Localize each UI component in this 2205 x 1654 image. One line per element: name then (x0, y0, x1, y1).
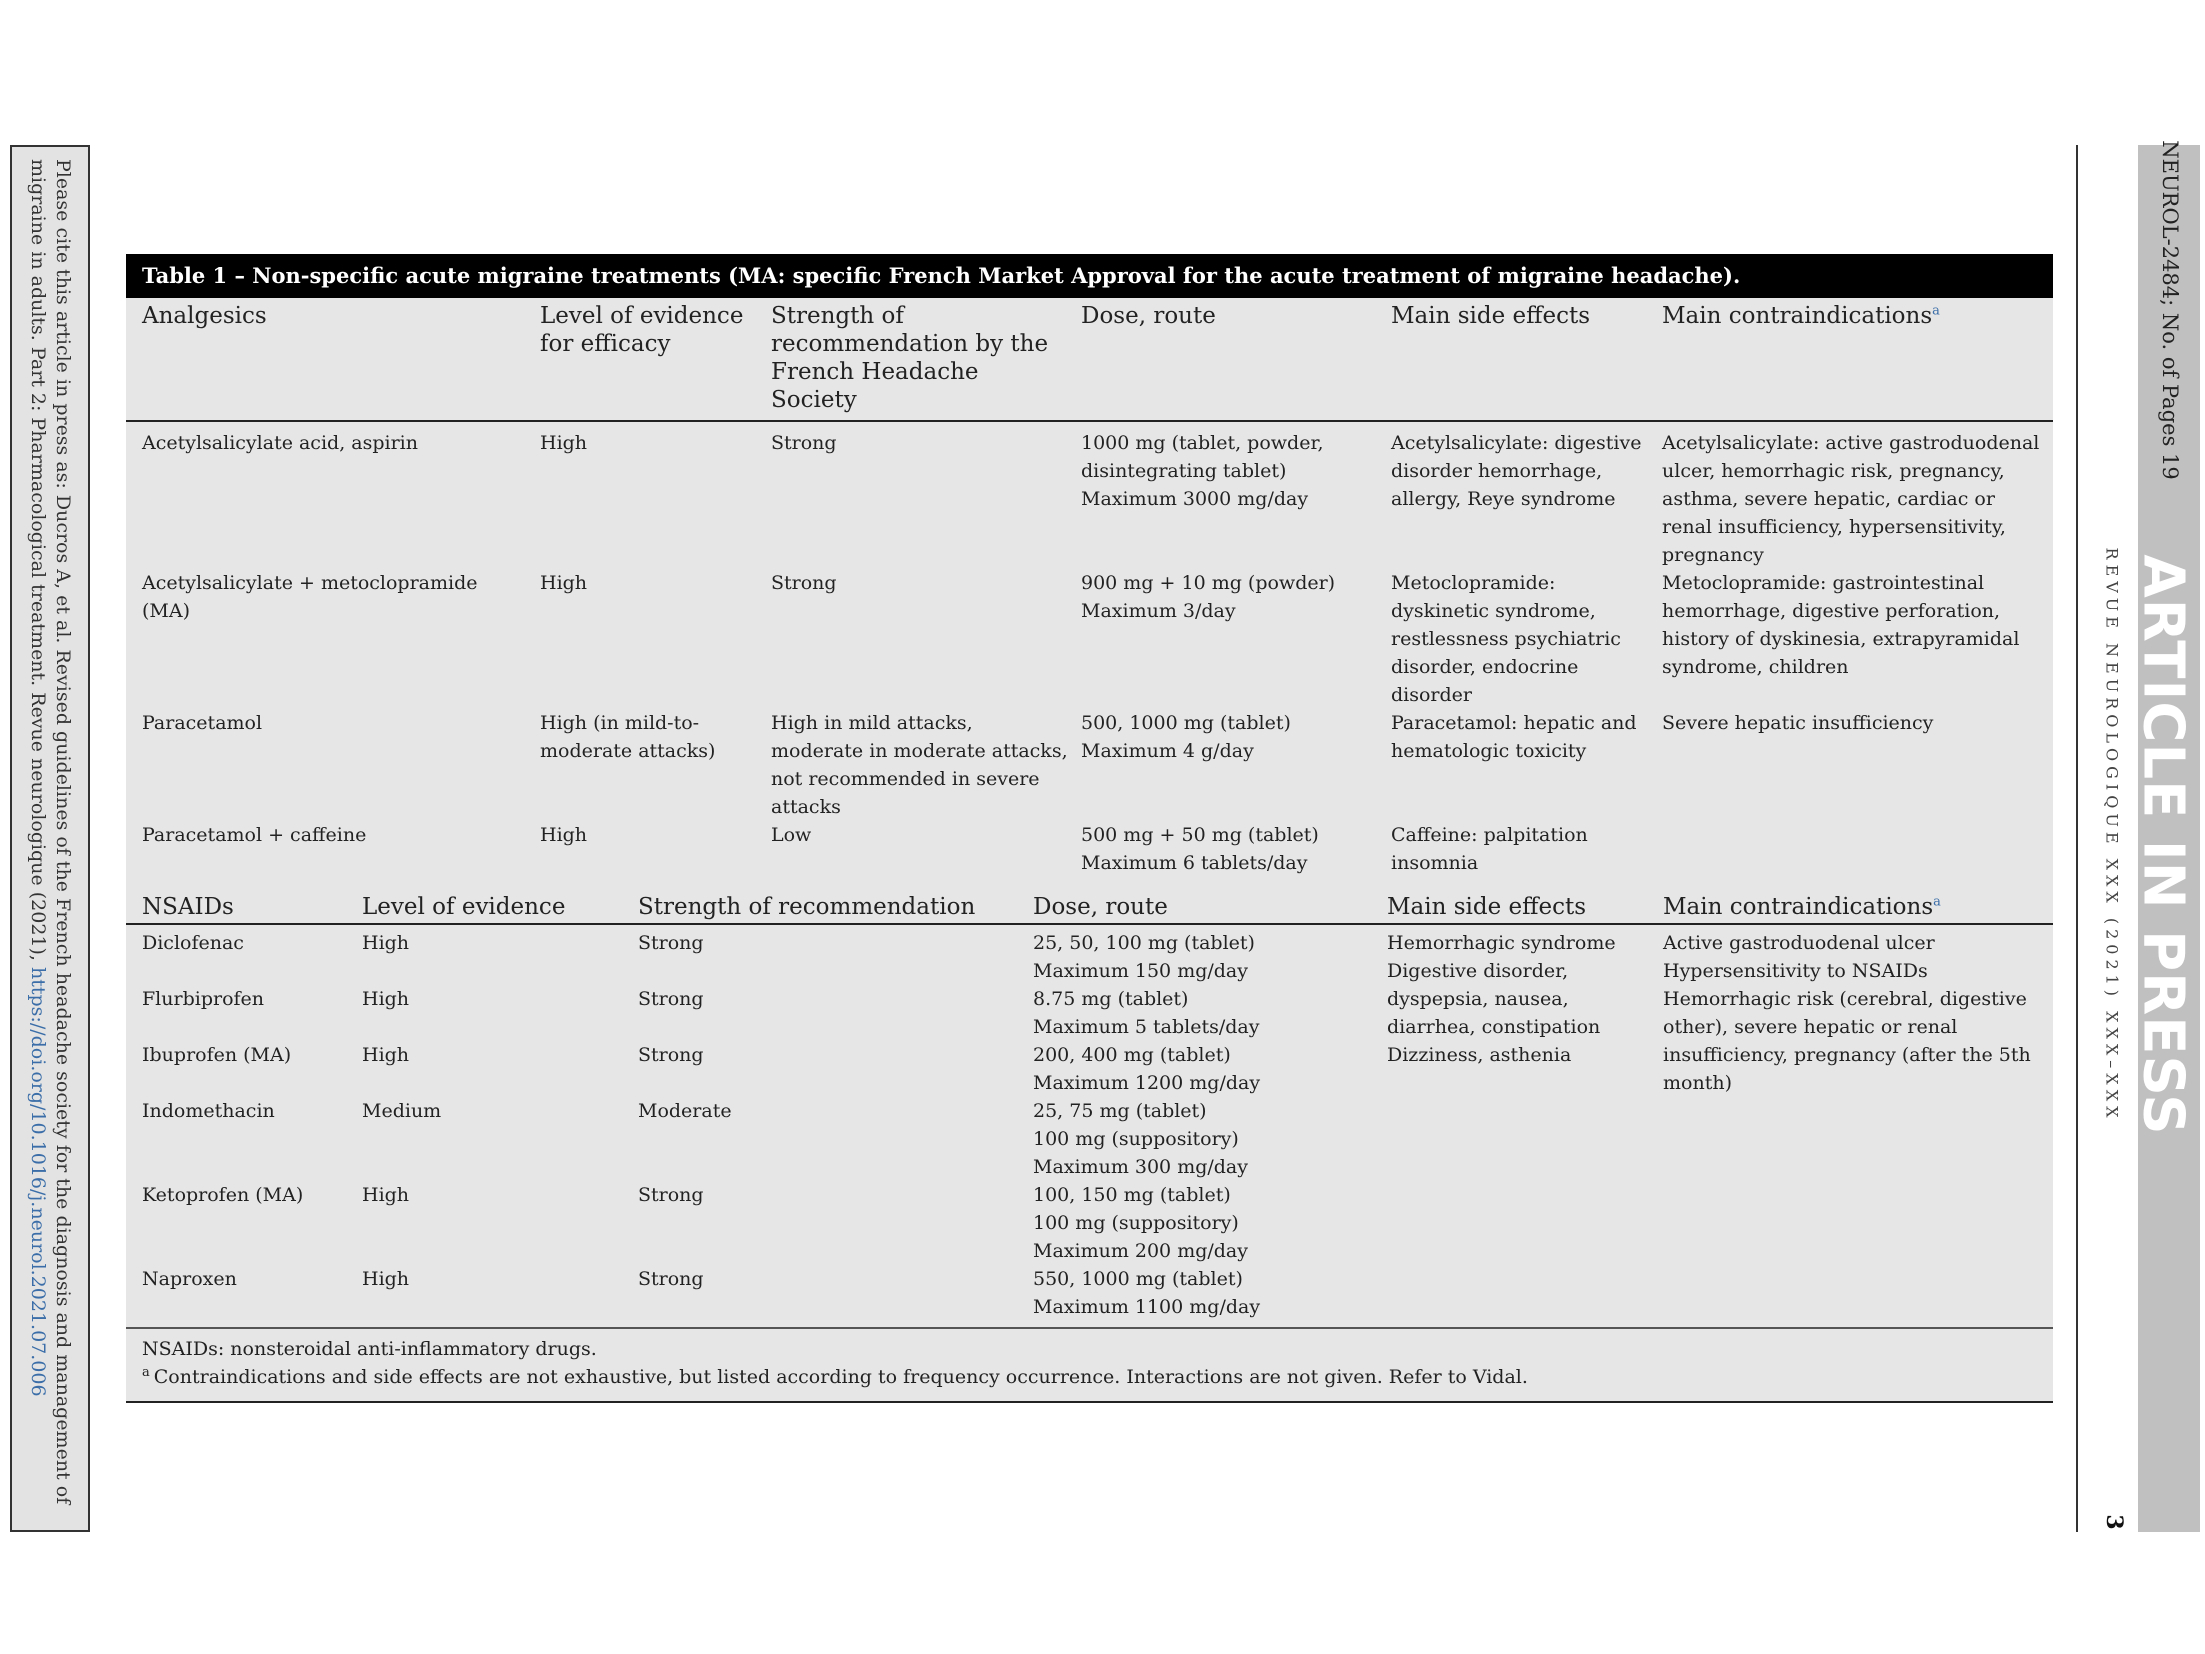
col-header-contraindications-label: Main contraindications (1662, 303, 1933, 329)
citation-sidebar (10, 145, 90, 1532)
drug-name: Flurbiprofen (142, 988, 265, 1010)
drug-name: Ketoprofen (MA) (142, 1184, 304, 1206)
table-row (126, 421, 2053, 569)
col-header-side-effects: Main side effects (1387, 894, 1587, 920)
col-header-strength: Strength of recommendation (638, 894, 976, 920)
recommendation-strength: Strong (638, 1184, 704, 1206)
table-caption: Table 1 – Non-specific acute migraine treatments (MA: specific French Market Approval for the acute treatment of migraine headache). (126, 254, 2053, 298)
dose-route: 900 mg + 10 mg (powder) Maximum 3/day (1081, 572, 1336, 622)
table-row (126, 709, 2053, 821)
col-header-side-effects: Main side effects (1391, 303, 1591, 329)
evidence-level: High (362, 1184, 410, 1206)
journal-running-head: REVUE NEUROLOGIQUE XXX (2021) XXX–XXX (2102, 547, 2122, 1123)
evidence-level: High (in mild-to-moderate attacks) (540, 712, 716, 762)
dose-route: 1000 mg (tablet, powder, disintegrating tablet) Maximum 3000 mg/day (1081, 432, 1324, 510)
footnote-a-marker[interactable]: a (1933, 894, 1941, 910)
drug-name: Naproxen (142, 1268, 237, 1290)
table-footnotes (126, 1327, 2053, 1401)
citation-text-block (25, 159, 75, 1519)
table-row (126, 924, 2053, 985)
nsaids-side-effects: Hemorrhagic syndrome Digestive disorder, dyspepsia, nausea, diarrhea, constipation Dizziness, asthenia (1387, 932, 1616, 1066)
analgesics-table (126, 298, 2053, 877)
article-in-press-banner: ARTICLE IN PRESS (2130, 554, 2196, 1136)
recommendation-strength: Strong (771, 432, 837, 454)
recommendation-strength: Strong (638, 988, 704, 1010)
recommendation-strength: Strong (638, 932, 704, 954)
citation-doi-link[interactable]: https://doi.org/10.1016/j.neurol.2021.07.006 (27, 966, 49, 1397)
col-header-evidence: Level of evidence (362, 894, 566, 920)
side-effects: Acetylsalicylate: digestive disorder hemorrhage, allergy, Reye syndrome (1391, 432, 1642, 510)
table-bottom-rule (126, 1401, 2053, 1403)
side-effects: Metoclopramide: dyskinetic syndrome, restlessness psychiatric disorder, endocrine disorder (1391, 572, 1621, 706)
col-header-contraindications-label: Main contraindications (1663, 894, 1934, 920)
evidence-level: High (362, 988, 410, 1010)
dose-route: 550, 1000 mg (tablet) Maximum 1100 mg/day (1033, 1268, 1261, 1318)
citation-text: Please cite this article in press as: Ducros A, et al. Revised guidelines of the French headache society for the diagnosis and management of migraine in adults. Part 2: Pharmacological treatment. Revue neurologique (2021), (27, 158, 74, 1504)
dose-route: 8.75 mg (tablet) Maximum 5 tablets/day (1033, 988, 1260, 1038)
dose-route: 25, 50, 100 mg (tablet) Maximum 150 mg/day (1033, 932, 1255, 982)
side-effects: Caffeine: palpitation insomnia (1391, 824, 1588, 874)
col-header-strength: Strength of recommendation by the French Headache Society (771, 303, 1049, 413)
col-header-contraindications (1663, 877, 2053, 924)
footnote-a-text: Contraindications and side effects are not exhaustive, but listed according to frequency occurrence. Interactions are not given. Refer to Vidal. (153, 1366, 1528, 1388)
evidence-level: High (362, 1044, 410, 1066)
dose-route: 200, 400 mg (tablet) Maximum 1200 mg/day (1033, 1044, 1261, 1094)
contraindications (1662, 821, 2053, 877)
table-1 (126, 254, 2053, 1403)
col-header-evidence: Level of evidence for efficacy (540, 303, 744, 357)
nsaids-table (126, 877, 2053, 1327)
table-row (126, 821, 2053, 877)
recommendation-strength: Strong (638, 1268, 704, 1290)
col-header-dose: Dose, route (1033, 894, 1168, 920)
recommendation-strength: High in mild attacks, moderate in moderate attacks, not recommended in severe attacks (771, 712, 1068, 818)
evidence-level: High (362, 1268, 410, 1290)
nsaids-contraindications: Active gastroduodenal ulcer Hypersensitivity to NSAIDs Hemorrhagic risk (cerebral, digestive other), severe hepatic or renal insufficiency, pregnancy (after the 5th month) (1663, 932, 2031, 1094)
dose-route: 100, 150 mg (tablet) 100 mg (suppository) Maximum 200 mg/day (1033, 1184, 1248, 1262)
contraindications: Acetylsalicylate: active gastroduodenal ulcer, hemorrhagic risk, pregnancy, asthma, severe hepatic, cardiac or renal insufficiency, hypersensitivity, pregnancy (1662, 432, 2040, 566)
drug-name: Paracetamol (142, 712, 263, 734)
contraindications: Metoclopramide: gastrointestinal hemorrhage, digestive perforation, history of dyskinesia, extrapyramidal syndrome, children (1662, 572, 2020, 678)
right-margin-rule (2076, 145, 2078, 1532)
nsaids-header-row (126, 877, 2053, 924)
evidence-level: High (540, 432, 588, 454)
dose-route: 25, 75 mg (tablet) 100 mg (suppository) Maximum 300 mg/day (1033, 1100, 1248, 1178)
drug-name: Acetylsalicylate + metoclopramide (MA) (142, 572, 478, 622)
drug-name: Acetylsalicylate acid, aspirin (142, 432, 418, 454)
dose-route: 500 mg + 50 mg (tablet) Maximum 6 tablets/day (1081, 824, 1319, 874)
drug-name: Indomethacin (142, 1100, 275, 1122)
table-row (126, 569, 2053, 709)
footnote-a-marker[interactable]: a (1932, 303, 1940, 319)
evidence-level: High (540, 572, 588, 594)
footnote-a (142, 1363, 2037, 1391)
col-header-dose: Dose, route (1081, 303, 1216, 329)
drug-name: Paracetamol + caffeine (142, 824, 367, 846)
page-number: 3 (2101, 1514, 2127, 1530)
col-header-analgesics: Analgesics (142, 303, 267, 329)
col-header-nsaids: NSAIDs (142, 894, 234, 920)
footnote-abbreviation: NSAIDs: nonsteroidal anti-inflammatory drugs. (142, 1338, 597, 1360)
drug-name: Diclofenac (142, 932, 244, 954)
contraindications: Severe hepatic insufficiency (1662, 712, 1934, 734)
manuscript-id: NEUROL-2484; No. of Pages 19 (2158, 140, 2182, 480)
recommendation-strength: Low (771, 824, 812, 846)
recommendation-strength: Strong (771, 572, 837, 594)
footnote-a-marker: a (142, 1364, 150, 1380)
analgesics-header-row (126, 298, 2053, 421)
evidence-level: High (362, 932, 410, 954)
recommendation-strength: Strong (638, 1044, 704, 1066)
side-effects: Paracetamol: hepatic and hematologic toxicity (1391, 712, 1637, 762)
evidence-level: Medium (362, 1100, 442, 1122)
col-header-contraindications (1662, 298, 2053, 421)
dose-route: 500, 1000 mg (tablet) Maximum 4 g/day (1081, 712, 1291, 762)
recommendation-strength: Moderate (638, 1100, 732, 1122)
drug-name: Ibuprofen (MA) (142, 1044, 292, 1066)
evidence-level: High (540, 824, 588, 846)
